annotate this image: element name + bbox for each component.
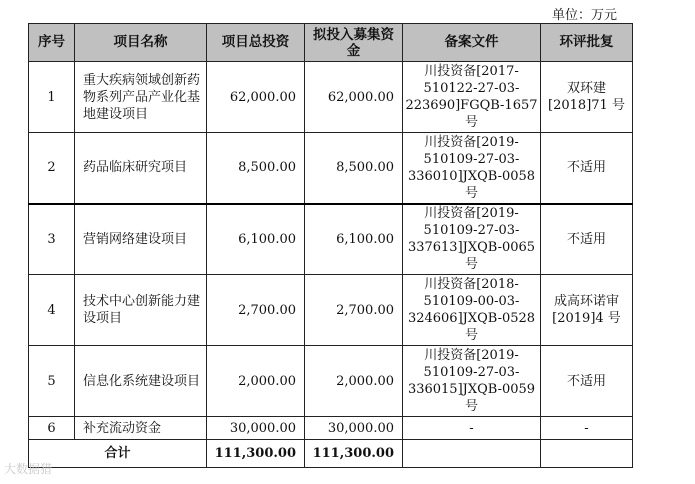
cell-total: 2,700.00 (207, 275, 305, 346)
cell-no: 2 (29, 133, 75, 204)
table-row (29, 346, 633, 417)
cell-total: 6,100.00 (207, 204, 305, 275)
cell-raised: 30,000.00 (305, 417, 403, 440)
cell-filing: - (403, 417, 541, 440)
cell-eia: 成高环诺审[2019]4 号 (541, 275, 633, 346)
header-filing: 备案文件 (403, 24, 541, 62)
cell-raised: 2,700.00 (305, 275, 403, 346)
cell-name: 药品临床研究项目 (75, 133, 207, 204)
cell-filing: 川投资备[2017-510122-27-03-223690]FGQB-1657 号 (403, 62, 541, 133)
cell-no: 3 (29, 204, 75, 275)
cell-no: 5 (29, 346, 75, 417)
cell-eia: 不适用 (541, 133, 633, 204)
table-row (29, 275, 633, 346)
cell-name: 信息化系统建设项目 (75, 346, 207, 417)
total-raised: 111,300.00 (305, 440, 403, 468)
cell-raised: 62,000.00 (305, 62, 403, 133)
table-row (29, 417, 633, 440)
header-no: 序号 (29, 24, 75, 62)
cell-total: 62,000.00 (207, 62, 305, 133)
cell-total: 8,500.00 (207, 133, 305, 204)
total-amount: 111,300.00 (207, 440, 305, 468)
cell-eia: 双环建[2018]71 号 (541, 62, 633, 133)
cell-eia: - (541, 417, 633, 440)
total-row (29, 440, 633, 468)
cell-eia: 不适用 (541, 204, 633, 275)
cell-no: 4 (29, 275, 75, 346)
unit-label: 单位：万元 (551, 8, 617, 23)
cell-total: 30,000.00 (207, 417, 305, 440)
cell-raised: 8,500.00 (305, 133, 403, 204)
cell-no: 1 (29, 62, 75, 133)
cell-filing: 川投资备[2019-510109-27-03-337613]JXQB-0065 号 (403, 204, 541, 275)
table-row (29, 62, 633, 133)
header-total: 项目总投资 (207, 24, 305, 62)
header-name: 项目名称 (75, 24, 207, 62)
cell-raised: 6,100.00 (305, 204, 403, 275)
cell-name: 重大疾病领域创新药物系列产品产业化基地建设项目 (75, 62, 207, 133)
table-header-row (29, 24, 633, 62)
investment-table (28, 23, 633, 468)
table-row (29, 133, 633, 204)
watermark-logo: 大数据猎 (4, 462, 53, 476)
cell-name: 补充流动资金 (75, 417, 207, 440)
total-eia-empty (541, 440, 633, 468)
cell-no: 6 (29, 417, 75, 440)
cell-filing: 川投资备[2018-510109-00-03-324606]JXQB-0528 号 (403, 275, 541, 346)
table-row (29, 204, 633, 275)
cell-filing: 川投资备[2019-510109-27-03-336015]JXQB-0059 号 (403, 346, 541, 417)
header-eia: 环评批复 (541, 24, 633, 62)
cell-name: 营销网络建设项目 (75, 204, 207, 275)
total-filing-empty (403, 440, 541, 468)
cell-total: 2,000.00 (207, 346, 305, 417)
total-label: 合计 (29, 440, 207, 468)
cell-eia: 不适用 (541, 346, 633, 417)
header-raised: 拟投入募集资金 (305, 24, 403, 62)
cell-raised: 2,000.00 (305, 346, 403, 417)
cell-filing: 川投资备[2019-510109-27-03-336010]JXQB-0058 号 (403, 133, 541, 204)
cell-name: 技术中心创新能力建设项目 (75, 275, 207, 346)
